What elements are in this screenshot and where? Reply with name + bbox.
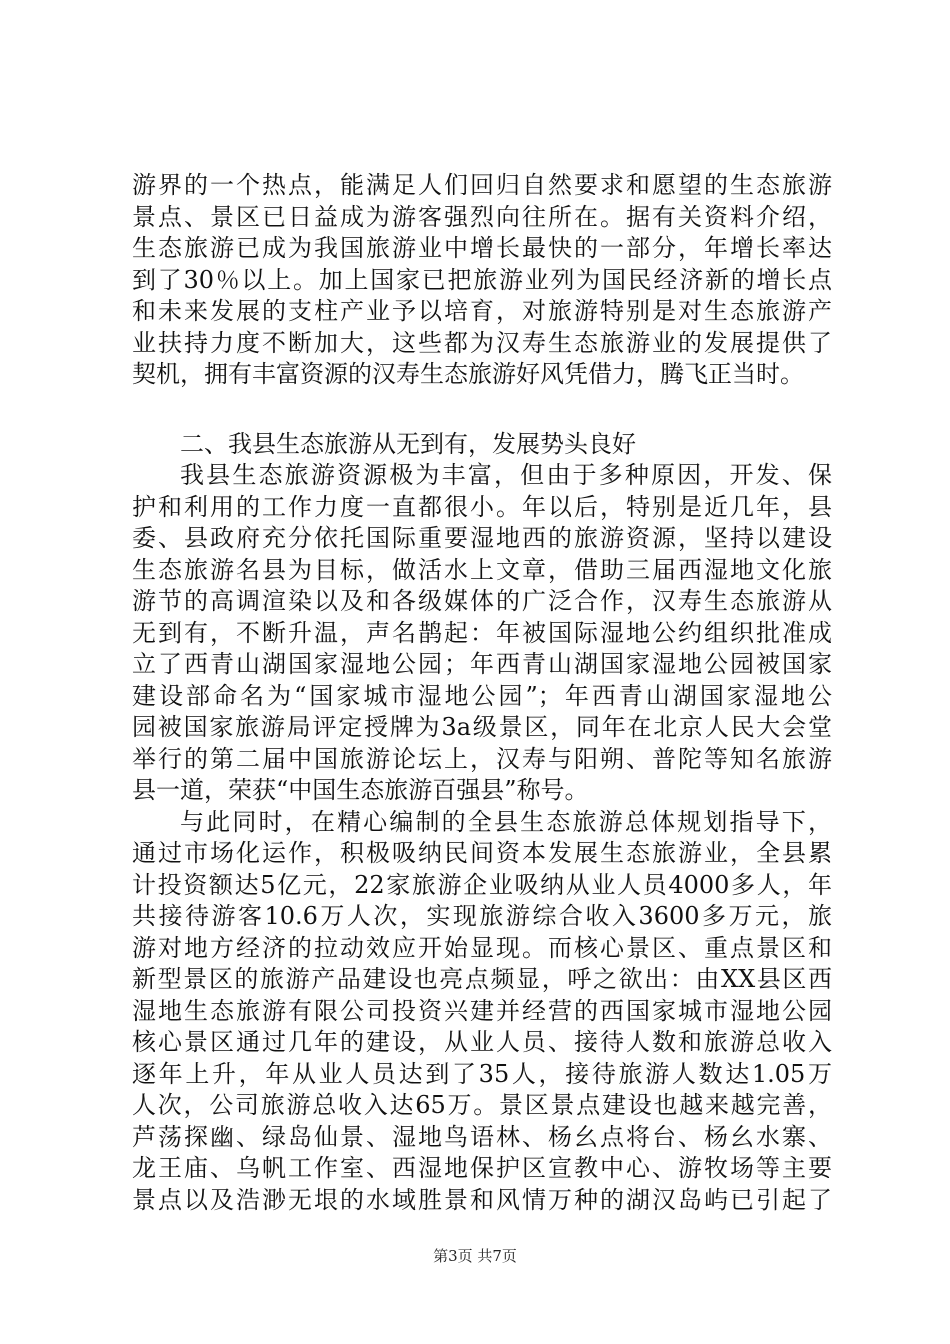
text-line: 景点以及浩渺无垠的水域胜景和风情万种的湖汉岛屿已引起了 [132,1185,832,1214]
text-line: 景点、景区已日益成为游客强烈向往所在。据有关资料介绍， [132,202,832,231]
text-line: 核心景区通过几年的建设，从业人员、接待人数和旅游总收入 [132,1028,832,1056]
text-line: 龙王庙、乌帆工作室、西湿地保护区宣教中心、游牧场等主要 [132,1154,832,1182]
page-footer [0,1246,950,1266]
text-line: 举行的第二届中国旅游论坛上，汉寿与阳朔、普陀等知名旅游 [132,744,832,773]
paragraph [132,170,832,391]
text-line: 通过市场化运作，积极吸纳民间资本发展生态旅游业，全县累 [132,839,832,867]
text-line: 立了西青山湖国家湿地公园；年西青山湖国家湿地公园被国家 [132,650,832,678]
text-line: 业扶持力度不断加大，这些都为汉寿生态旅游业的发展提供了 [132,328,832,357]
document-body [132,170,832,1216]
paragraph-gap [132,391,832,429]
text-line: 生态旅游已成为我国旅游业中增长最快的一部分，年增长率达 [132,234,832,262]
text-line: 建设部命名为“国家城市湿地公园”；年西青山湖国家湿地公 [132,681,832,710]
text-line: 到了30％以上。加上国家已把旅游业列为国民经济新的增长点 [132,265,832,294]
text-line: 人次，公司旅游总收入达65万。景区景点建设也越来越完善， [132,1091,832,1119]
heading-line: 二、我县生态旅游从无到有，发展势头良好 [180,429,636,458]
text-line: 县一道，荣获“中国生态旅游百强县”称号。 [132,776,589,804]
paragraph [132,807,832,1217]
text-line: 生态旅游名县为目标，做活水上文章，借助三届西湿地文化旅 [132,555,832,584]
text-line: 计投资额达5亿元，22家旅游企业吸纳从业人员4000多人，年 [132,870,832,899]
text-line: 共接待游客10.6万人次，实现旅游综合收入3600多万元，旅 [132,902,832,930]
text-line: 委、县政府充分依托国际重要湿地西的旅游资源，坚持以建设 [132,524,832,552]
page-number: 第3页 共7页 [433,1247,517,1265]
text-line: 游界的一个热点，能满足人们回归自然要求和愿望的生态旅游 [132,171,832,199]
text-line: 湿地生态旅游有限公司投资兴建并经营的西国家城市湿地公园 [132,996,832,1025]
text-line: 园被国家旅游局评定授牌为3a级景区，同年在北京人民大会堂 [132,713,832,741]
text-line: 游节的高调渲染以及和各级媒体的广泛合作，汉寿生态旅游从 [132,587,832,615]
text-line: 我县生态旅游资源极为丰富，但由于多种原因，开发、保 [180,461,832,489]
text-line: 契机，拥有丰富资源的汉寿生态旅游好风凭借力，腾飞正当时。 [132,360,804,388]
text-line: 护和利用的工作力度一直都很小。年以后，特别是近几年，县 [132,492,832,521]
text-line: 无到有，不断升温，声名鹊起：年被国际湿地公约组织批准成 [132,618,832,647]
text-line: 逐年上升，年从业人员达到了35人，接待旅游人数达1.05万 [132,1059,832,1088]
paragraph [132,460,832,807]
text-line: 和未来发展的支柱产业予以培育，对旅游特别是对生态旅游产 [132,297,832,325]
section-heading [132,429,832,461]
text-line: 游对地方经济的拉动效应开始显现。而核心景区、重点景区和 [132,933,832,962]
text-line: 芦荡探幽、绿岛仙景、湿地鸟语林、杨幺点将台、杨幺水寨、 [132,1122,832,1151]
text-line: 与此同时，在精心编制的全县生态旅游总体规划指导下， [180,807,832,836]
text-line: 新型景区的旅游产品建设也亮点频显，呼之欲出：由XX县区西 [132,965,832,993]
